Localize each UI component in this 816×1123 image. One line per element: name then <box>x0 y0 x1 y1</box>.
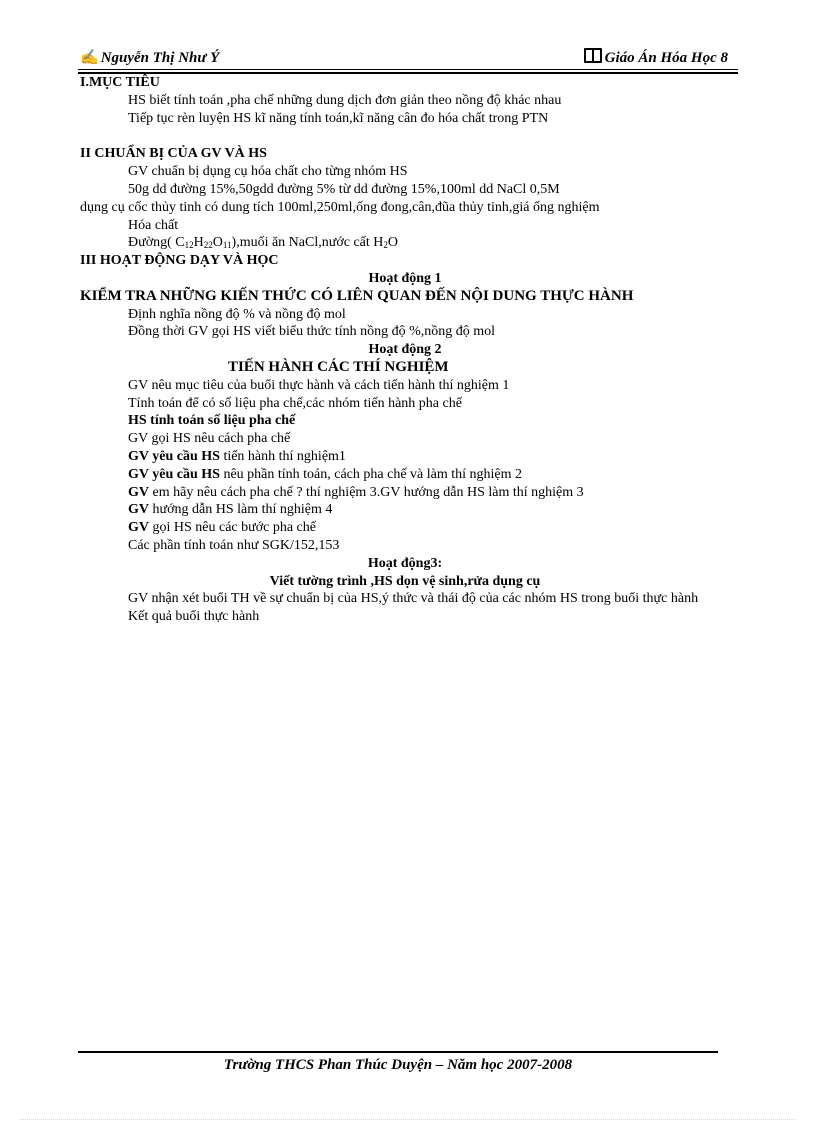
paragraph: 50g dd đường 15%,50gdd đường 5% từ dd đường 15%,100ml dd NaCl 0,5M <box>128 181 560 197</box>
paragraph <box>80 501 730 519</box>
activity-2-heading: TIẾN HÀNH CÁC THÍ NGHIỆM <box>228 358 449 375</box>
text-run: gọi HS nêu các bước pha chế <box>149 520 316 536</box>
header-subject-text: Giáo Án Hóa Học 8 <box>604 50 728 66</box>
paragraph: dụng cụ cốc thủy tinh có dung tích 100ml,250ml,ống đong,cân,đũa thủy tinh,giá ống nghiệm <box>80 199 600 215</box>
pen-icon: ✍ <box>80 50 99 66</box>
activity-1-title: Hoạt động 1 <box>368 270 442 286</box>
paragraph: Định nghĩa nồng độ % và nồng độ mol <box>128 306 346 322</box>
footer-rule <box>78 1051 718 1053</box>
paragraph <box>80 519 730 537</box>
book-icon <box>584 48 602 63</box>
text-run: O <box>212 235 223 251</box>
paragraph: Tiếp tục rèn luyện HS kĩ năng tính toán,kĩ năng cân đo hóa chất trong PTN <box>128 110 549 126</box>
text-run: tiến hành thí nghiệm1 <box>219 448 346 464</box>
chemicals-line <box>80 234 730 252</box>
text-run: O <box>387 235 398 251</box>
bold-run: GV yêu cầu HS <box>128 448 220 464</box>
section-title-activities: III HOẠT ĐỘNG DẠY VÀ HỌC <box>80 253 279 269</box>
subscript: 11 <box>222 240 232 251</box>
document-body <box>80 74 730 626</box>
activity-2-title: Hoạt động 2 <box>368 342 442 358</box>
paragraph: Đồng thời GV gọi HS viết biểu thức tính nồng độ %,nồng độ mol <box>128 324 496 340</box>
footer-school: Trường THCS Phan Thúc Duyện – Năm học 2007-2008 <box>223 1057 573 1073</box>
paragraph <box>80 448 730 466</box>
page-edge-divider <box>20 1119 796 1120</box>
paragraph: GV chuẩn bị dụng cụ hóa chất cho từng nhóm HS <box>128 164 408 180</box>
paragraph: GV nêu mục tiêu của buổi thực hành và cách tiến hành thí nghiệm 1 <box>128 377 510 393</box>
paragraph: Hóa chất <box>128 217 179 233</box>
activity-3-title: Hoạt động3: <box>367 555 443 571</box>
text-run: Đường( C <box>128 235 185 251</box>
subscript: 22 <box>203 240 213 251</box>
paragraph: HS tính toán số liệu pha chế <box>128 413 296 429</box>
bold-run: GV <box>128 502 149 518</box>
bold-run: GV yêu cầu HS <box>128 466 220 482</box>
spacer <box>80 127 730 145</box>
text-run: H <box>193 235 204 251</box>
subscript: 12 <box>184 240 194 251</box>
paragraph: Các phần tính toán như SGK/152,153 <box>128 537 340 553</box>
paragraph: Tính toán để có số liệu pha chế,các nhóm tiến hành pha chế <box>128 395 462 411</box>
text-run: nêu phần tính toán, cách pha chế và làm thí nghiệm 2 <box>219 466 523 482</box>
text-run: ),muối ăn NaCl,nước cất H <box>231 235 384 251</box>
bold-run: GV <box>128 520 149 536</box>
paragraph: GV gọi HS nêu cách pha chế <box>128 431 291 447</box>
section-title-preparation: II CHUẨN BỊ CỦA GV VÀ HS <box>80 146 267 162</box>
subscript: 2 <box>383 240 388 251</box>
paragraph: GV nhận xét buổi TH về sự chuẩn bị của HS,ý thức và thái độ của các nhóm HS trong buổi thực hành <box>128 591 699 607</box>
text-run: em hãy nêu cách pha chế ? thí nghiệm 3.GV hướng dẫn HS làm thí nghiệm 3 <box>149 484 584 500</box>
activity-3-heading: Viết tường trình ,HS dọn vệ sinh,rửa dụng cụ <box>269 573 541 589</box>
header-author-text: Nguyễn Thị Như Ý <box>100 50 220 66</box>
header-rule-thin <box>78 69 738 70</box>
paragraph: HS biết tính toán ,pha chế những dung dịch đơn giản theo nồng độ khác nhau <box>128 92 562 108</box>
header-author <box>80 48 219 68</box>
text-run: hướng dẫn HS làm thí nghiệm 4 <box>149 502 333 518</box>
paragraph <box>80 466 730 484</box>
section-title-objectives: I.MỤC TIÊU <box>80 75 160 90</box>
bold-run: GV <box>128 484 149 500</box>
header-subject <box>584 48 728 68</box>
activity-1-heading: KIỂM TRA NHỮNG KIẾN THỨC CÓ LIÊN QUAN ĐẾN NỘI DUNG THỰC HÀNH <box>80 287 634 304</box>
paragraph <box>80 484 730 502</box>
paragraph: Kết quả buổi thực hành <box>128 609 260 625</box>
